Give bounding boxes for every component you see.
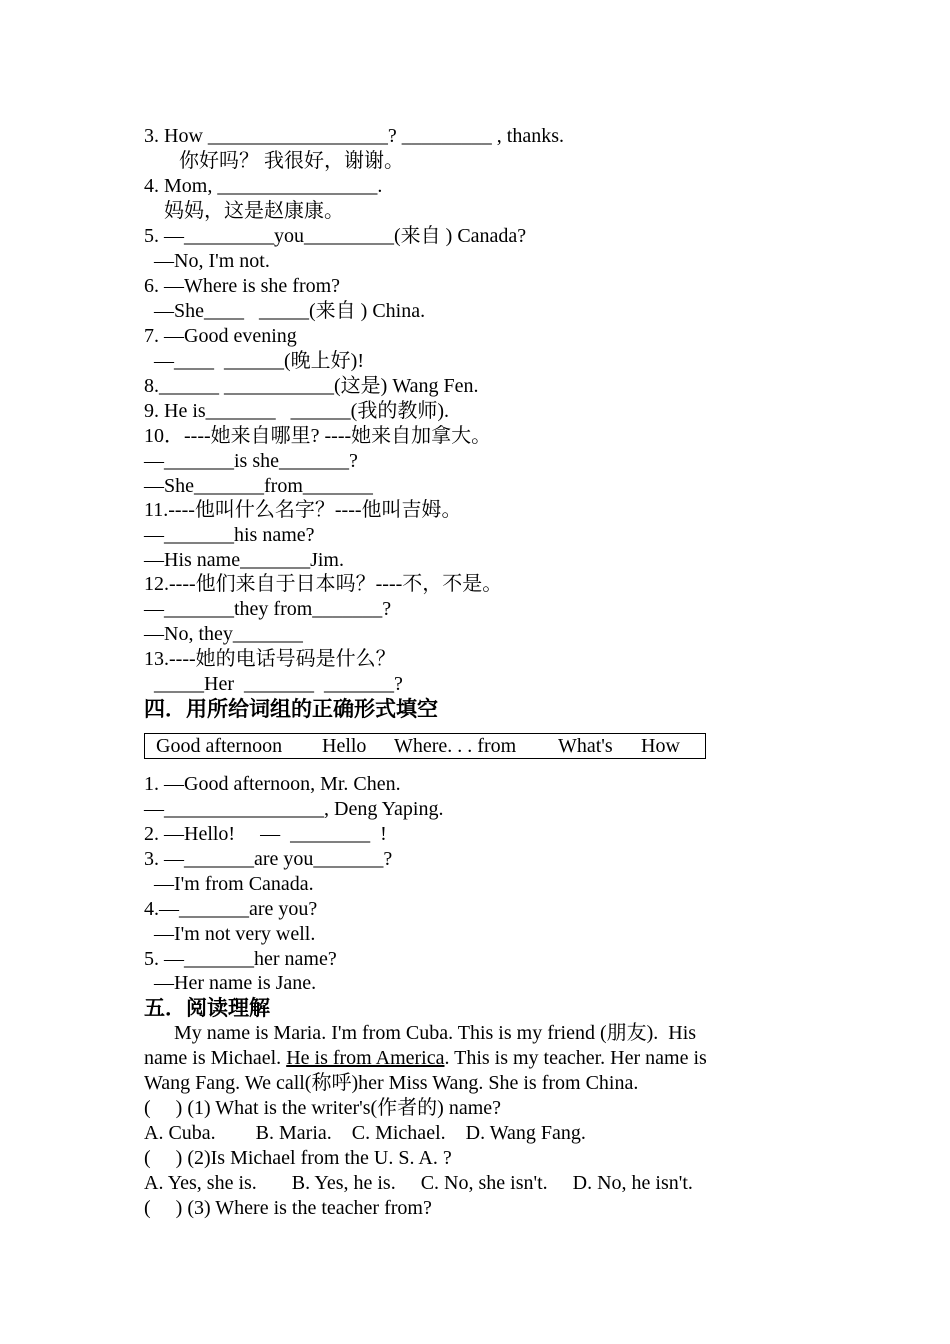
exercise-line: 你好吗？ 我很好，谢谢。: [144, 150, 404, 172]
exercise-line: —Her name is Jane.: [144, 972, 317, 994]
exercise-line: —_______his name?: [144, 524, 315, 546]
word-bank-item: Hello: [322, 735, 367, 757]
options-line: A. Cuba. B. Maria. C. Michael. D. Wang Fang.: [144, 1122, 586, 1144]
word-bank-box: [144, 733, 706, 759]
exercise-line: —________________, Deng Yaping.: [144, 798, 444, 820]
exercise-line: 8.______ ___________(这是) Wang Fen.: [144, 375, 479, 397]
question-line: ( ) (3) Where is the teacher from?: [144, 1197, 432, 1219]
exercise-line: 5. —_________you_________(来自 ) Canada?: [144, 225, 527, 247]
passage-text: . This is my teacher. Her name is: [444, 1047, 707, 1069]
word-bank-item: What's: [558, 735, 613, 757]
exercise-line: —No, they_______: [144, 623, 303, 645]
exercise-line: 11.----他叫什么名字？----他叫吉姆。: [144, 499, 462, 521]
question-line: ( ) (1) What is the writer's(作者的) name?: [144, 1097, 502, 1119]
word-bank-item: How: [641, 735, 680, 757]
section-5-heading: 五．阅读理解: [144, 996, 270, 1020]
section-4-heading: 四．用所给词组的正确形式填空: [144, 697, 438, 721]
exercise-line: —I'm from Canada.: [144, 873, 314, 895]
exercise-line: —_______is she_______?: [144, 450, 358, 472]
underlined-sentence: He is from America: [286, 1047, 445, 1069]
exercise-line: 2. —Hello! — ________ !: [144, 823, 387, 845]
exercise-line: _____Her _______ _______?: [144, 673, 403, 695]
exercise-line: 7. —Good evening: [144, 325, 297, 347]
exercise-line: 4.—_______are you?: [144, 898, 318, 920]
exercise-line: 3. How __________________? _________ , thanks.: [144, 125, 564, 147]
question-line: ( ) (2)Is Michael from the U. S. A. ?: [144, 1147, 452, 1169]
word-bank-item: Good afternoon: [156, 735, 283, 757]
exercise-line: 3. —_______are you_______?: [144, 848, 393, 870]
exercise-line: —____ ______(晚上好)!: [144, 350, 364, 372]
exercise-line: 4. Mom, ________________.: [144, 175, 383, 197]
exercise-line: 1. —Good afternoon, Mr. Chen.: [144, 773, 401, 795]
passage-text: name is Michael.: [144, 1047, 287, 1069]
exercise-line: 13.----她的电话号码是什么？: [144, 648, 396, 670]
exercise-line: 9. He is_______ ______(我的教师).: [144, 400, 449, 422]
exercise-line: —His name_______Jim.: [144, 549, 344, 571]
word-bank-item: Where. . . from: [394, 735, 517, 757]
exercise-line: —I'm not very well.: [144, 923, 316, 945]
exercise-line: 5. —_______her name?: [144, 948, 337, 970]
options-line: A. Yes, she is. B. Yes, he is. C. No, she isn't. D. No, he isn't.: [144, 1172, 693, 1194]
exercise-line: 12.----他们来自于日本吗？----不，不是。: [144, 573, 503, 595]
passage-line: [144, 1046, 707, 1071]
passage-line: My name is Maria. I'm from Cuba. This is my friend (朋友). His: [144, 1022, 697, 1044]
exercise-line: 6. —Where is she from?: [144, 275, 341, 297]
exercise-line: —She____ _____(来自 ) China.: [144, 300, 426, 322]
exercise-line: 10．----她来自哪里? ----她来自加拿大。: [144, 425, 492, 447]
passage-line: Wang Fang. We call(称呼)her Miss Wang. She is from China.: [144, 1072, 639, 1094]
exercise-line: —No, I'm not.: [144, 250, 270, 272]
exercise-line: —She_______from_______: [144, 475, 373, 497]
exercise-line: —_______they from_______?: [144, 598, 392, 620]
exercise-line: 妈妈，这是赵康康。: [144, 200, 344, 222]
